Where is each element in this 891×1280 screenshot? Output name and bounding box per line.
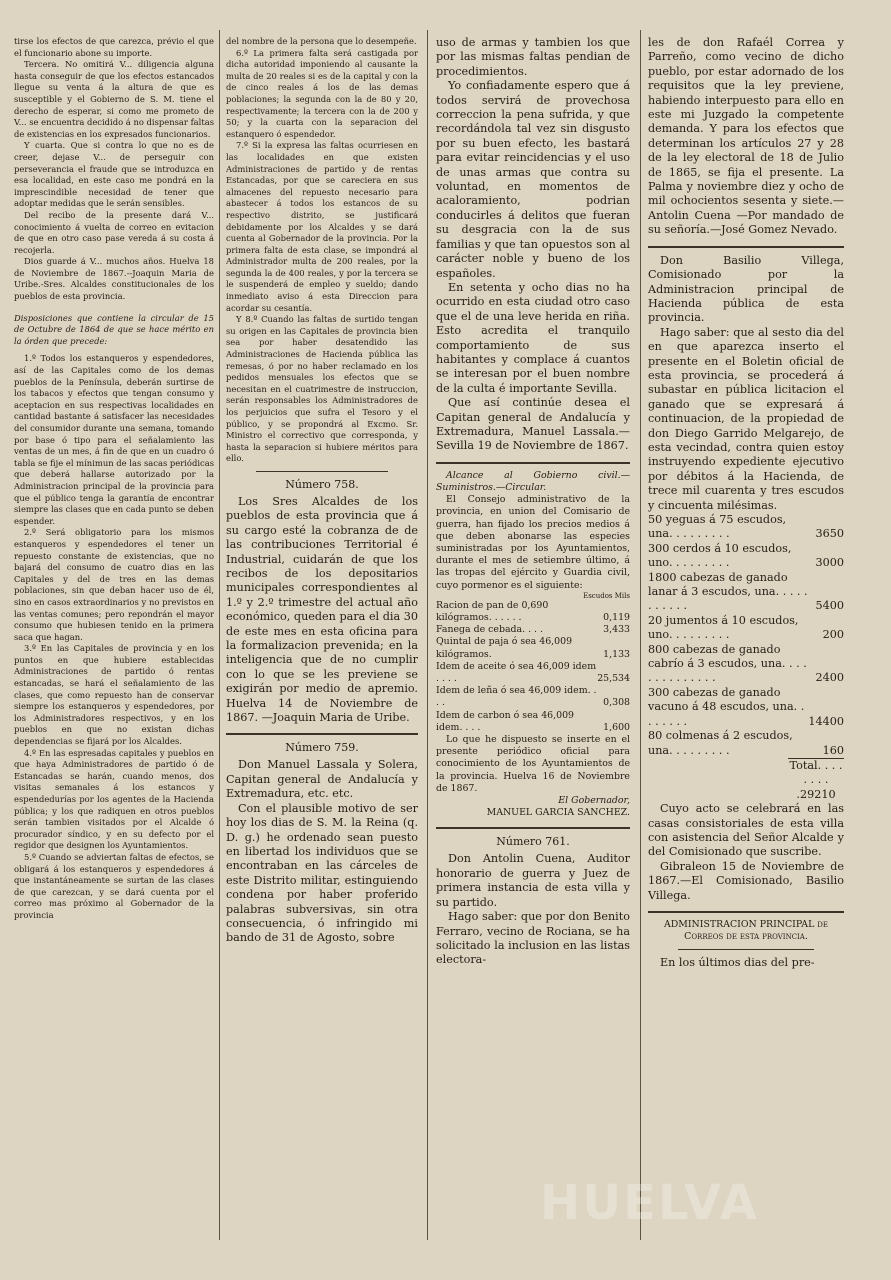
- divider: [648, 911, 844, 913]
- row-label: 50 yeguas á 75 escudos, una. . . . . . . . .: [648, 513, 787, 541]
- paragraph: Yo confiadamente espero que á todos servirá de provechosa correccion la pena sufrida, y que recordándola tal vez sin disgusto por su buen efecto, les bastará para evitar reincidencias y el uso de unas armas que contra su voluntad, en momentos de acaloramiento, podrian conducirles á delitos que fueran su desgracia con la de sus familias y que tan opuestos son al carácter noble y bueno de los españoles.: [436, 79, 630, 280]
- notice-body: Cuyo acto se celebrará en las casas consistoriales de esta villa con asistencia del Señor Alcalde y del Comisionado que suscribe.: [648, 802, 844, 859]
- table-row: [648, 614, 844, 643]
- notice-title: Alcance al Gobierno civil.—Suministros.—Circular.: [436, 469, 630, 493]
- column-1: [14, 36, 214, 922]
- signature-name: MANUEL GARCIA SANCHEZ.: [486, 807, 630, 819]
- notice-title: ADMINISTRACION PRINCIPAL de Correos de esta provincia.: [663, 918, 829, 943]
- column-divider: [640, 30, 641, 1240]
- notice-intro: Don Manuel Lassala y Solera, Capitan general de Andalucía y Extremadura, etc. etc.: [226, 758, 418, 801]
- article: 2.º Será obligatorio para los mismos estanqueros y espendedores el tener un repuesto constante de existencias, que no bajará del consumo de cuatro dias en las Capitales y del de tres en las demas poblaciones, sin que deban hacer uso de él, sino en casos extraordinarios y no previstos en las ventas comunes; pero repondrán el mayor consumo que hubiesen tenido en la primera saca que hagan.: [14, 527, 214, 642]
- table-row: [436, 636, 630, 660]
- paragraph: Que así continúe desea el Capitan general de Andalucía y Extremadura, Manuel Lassala.—Sevilla 19 de Noviembre de 1867.: [436, 396, 630, 453]
- row-label: 300 cerdos á 10 escudos, uno. . . . . . . . .: [648, 541, 792, 570]
- column-3: [436, 36, 630, 968]
- divider: [648, 246, 844, 248]
- notice-number: Número 761.: [496, 835, 570, 849]
- table-row: [648, 513, 844, 542]
- row-label: Idem de leña ó sea 46,009 idem. . . .: [436, 685, 597, 709]
- table-row: [436, 600, 630, 624]
- total: Total. . . . . . . . .29210: [789, 758, 843, 801]
- row-value: 2400: [815, 671, 844, 685]
- row-value: 0,119: [603, 612, 630, 624]
- column-4: [648, 36, 844, 971]
- table-row: [648, 571, 844, 614]
- article: 1.º Todos los estanqueros y espendedores, así de las Capitales como de los demas pueblos de la Península, deberán surtirse de los tabacos y efectos que tengan consumo y aceptacion en sus respectivas localidades en cantidad bastante á satisfacer las necesidades del consumidor durante una semana, tomando por base ó tipo para el señalamiento las ventas de un mes, á fin de que en un cuadro ó tabla se fije el mínimun de las sacas periódicas que deberá hallarse autorizado por la Administracion principal de la provincia para que el público tenga la garantía de encontrar siempre las clases que en cada punto se deben espender.: [14, 353, 214, 526]
- prices-table: [436, 600, 630, 734]
- paragraph: tirse los efectos de que carezca, prévio el que el funcionario abone su importe.: [14, 36, 214, 58]
- paragraph: Tercera. No omitirá V... diligencia alguna hasta conseguir de que los efectos estancados llegue su venta á la altura de que es susceptible y el Gobierno de S. M. tiene el derecho de esperar, si como me prometo de V... se encuentra decidido á no dispensar faltas de existencias en los expresados funcionarios.: [14, 59, 214, 139]
- divider: [256, 471, 388, 472]
- notice-intro: Don Antolin Cuena, Auditor honorario de guerra y Juez de primera instancia de esta villa y su partido.: [436, 852, 630, 909]
- table-row: [648, 643, 844, 686]
- table-header: Escudos Mils: [583, 591, 630, 600]
- divider: [226, 733, 418, 735]
- notice-body: En los últimos dias del pre-: [660, 956, 815, 970]
- notice-body: Con el plausible motivo de ser hoy los dias de S. M. la Reina (q. D. g.) he ordenado sean puesto en libertad los individuos que se encontraban en las cárceles de este Distrito militar, estinguiendo condena por haber proferido palabras subversivas, sin otra consecuencia, ó infringido mi bando de 31 de Agosto, sobre: [226, 801, 418, 945]
- row-value: 200: [822, 628, 844, 642]
- paragraph: En setenta y ocho dias no ha ocurrido en esta ciudad otro caso que el de una leve herida en riña. Esto acredita el tranquilo comportamiento de sus habitantes y complace á cuantos se interesan por el buen nombre de la culta é importante Sevilla.: [436, 280, 630, 395]
- table-row: [436, 710, 630, 734]
- row-value: 3650: [815, 527, 844, 541]
- column-divider: [427, 30, 428, 1240]
- notice-body: Los Sres Alcaldes de los pueblos de esta provincia que á su cargo esté la cobranza de de las contribuciones Territorial é Industrial, cuidarán de que los recibos de los depositarios municipales correspondientes al 1.º y 2.º trimestre del actual año económico, queden para el dia 30 de este mes en esta oficina para la formalizacion prevenida; en la inteligencia que de no cumplir con lo que se les previene se exigirán por medio de apremio. Huelva 14 de Noviembre de 1867. —Joaquin Maria de Uribe.: [226, 494, 418, 725]
- row-value: 0,308: [603, 697, 630, 709]
- paragraph: 6.º La primera falta será castigada por dicha autoridad imponiendo al causante la multa de 20 reales si es de la capital y con la de cinco reales á los de las demas poblaciones; la segunda con la de 80 y 20, respectivamente; la tercera con la de 200 y 50; y la cuarta con la separacion del estanquero ó espendedor.: [226, 47, 418, 139]
- notice-body: Gibraleon 15 de Noviembre de 1867.—El Comisionado, Basilio Villega.: [648, 859, 844, 902]
- article: 5.º Cuando se adviertan faltas de efectos, se obligará á los estanqueros y espendedores á que instantáneamente se surtan de las clases de que carezcan, y se dará cuenta por el correo mas próximo al Gobernador de la provincia: [14, 851, 214, 920]
- row-label: 1800 cabezas de ganado lanar á 3 escudos, una. . . . . . . . . . .: [648, 570, 808, 613]
- table-row: [648, 686, 844, 729]
- row-value: 25,534: [597, 673, 630, 685]
- row-label: Quintal de paja ó sea 46,009 kilógramos.: [436, 636, 573, 660]
- notice-body: Hago saber: que al sesto dia del en que aparezca inserto el presente en el Boletin oficial de esta provincia, se procederá á subastar en pública licitacion el ganado que se expresará á continuacion, de la propiedad de don Diego Garrido Melgarejo, de esta vecindad, contra quien estoy instruyendo expediente ejecutivo por débitos á la Hacienda, de trece mil cuarenta y tres escudos y cincuenta milésimas.: [648, 325, 844, 512]
- divider: [436, 462, 630, 464]
- table-row: [648, 729, 844, 758]
- row-label: Idem de aceite ó sea 46,009 idem . . . .: [436, 660, 597, 685]
- paragraph: Dios guarde á V... muchos años. Huelva 18 de Noviembre de 1867.--Joaquin Maria de Uribe.-Sres. Alcaldes constitucionales de los pueblos de esta provincia.: [14, 256, 214, 302]
- paragraph: Del recibo de la presente dará V... conocimiento á vuelta de correo en evitacion de que en otro caso pase vereda á su costa á recojerla.: [14, 209, 214, 255]
- notice-body: Lo que he dispuesto se inserte en el presente periódico oficial para conocimiento de los Ayuntamientos de la provincia. Huelva 16 de Noviembre de 1867.: [436, 734, 630, 794]
- notice-body: Hago saber: que por don Benito Ferraro, vecino de Rociana, se ha solicitado la inclusion en las listas electora-: [436, 910, 630, 967]
- watermark: HUELVA: [540, 1175, 759, 1231]
- row-value: 3000: [815, 556, 844, 570]
- column-2: [226, 36, 418, 946]
- row-value: 1,600: [603, 721, 630, 733]
- paragraph: Y cuarta. Que si contra lo que no es de creer, dejase V... de perseguir con perseverancia el fraude que se introduzca en esa localidad, en este caso me pondrá en la imprescindible necesidad de tener que adoptar medidas que le serán sensibles.: [14, 140, 214, 209]
- article: 4.º En las espresadas capitales y pueblos en que haya Administradores de partido ó de Estancadas se harán, cuando menos, dos visitas semanales á los estancos y espendedurías por los agentes de la Hacienda pública; y los que radiquen en otros pueblos serán tambien visitados por el Alcalde ó procurador síndico, y en su defecto por el regidor que designen los Ayuntamientos.: [14, 747, 214, 851]
- table-row: [436, 661, 630, 685]
- row-label: Idem de carbon ó sea 46,009 idem. . . .: [436, 709, 574, 733]
- paragraph: 7.º Si la expresa las faltas ocurriesen en las localidades en que existen Administraciones de partido y de rentas Estancadas, por que se careciera en sus almacenes del repuesto necesario para abastecer á todos los estancos de su respectivo distrito, se justificará debidamente por los Alcaldes y se dará cuenta al Gobernador de la provincia. Por la primera falta de esta clase, se impondrá al Administrador multa de 200 reales, por la segunda la de 400 reales, y por la tercera se le suspenderá de empleo y sueldo; dando inmediato aviso á esta Direccion para acordar su cesantía.: [226, 140, 418, 313]
- notice-intro: Don Basilio Villega, Comisionado por la Administracion principal de Hacienda pública de esta provincia.: [648, 253, 844, 325]
- column-divider: [219, 30, 220, 1240]
- row-value: 160: [822, 743, 844, 757]
- livestock-table: [648, 513, 844, 758]
- paragraph: del nombre de la persona que lo desempeñe.: [226, 36, 417, 46]
- row-value: 14400: [808, 714, 844, 728]
- row-value: 3,433: [603, 624, 630, 636]
- divider: [436, 827, 630, 829]
- notice-number: Número 758.: [285, 477, 359, 491]
- row-label: Fanega de cebada. . . .: [436, 624, 543, 636]
- paragraph: Y 8.º Cuando las faltas de surtido tengan su origen en las Capitales de provincia bien sea por haber desatendido las Administraciones de Hacienda pública las remesas, ó por no haber reclamado en los pedidos mensuales los efectos que se necesitan en el cuatrimestre de instruccion, serán responsables los Administradores de los perjuicios que sufra el Tesoro y el público, y se propondrá al Excmo. Sr. Ministro el correctivo que corresponda, y hasta la separacion si hubiere méritos para ello.: [226, 314, 418, 464]
- notice-number: Número 759.: [285, 741, 359, 755]
- row-label: 80 colmenas á 2 escudos, una. . . . . . . . .: [648, 729, 793, 757]
- article: 3.º En las Capitales de provincia y en los puntos en que hubiere establecidas Administraciones de partido ó rentas estancadas, se hará el señalamiento de las clases, que como repuesto han de conservar siempre los estanqueros y espendedores, por los Administradores respectivos, y en los pueblos en que no existan dichas dependencias se fijará por los Alcaldes.: [14, 643, 214, 747]
- table-row: [648, 542, 844, 571]
- paragraph: les de don Rafaél Correa y Parreño, como vecino de dicho pueblo, por estar adornado de los requisitos que la ley previene, habiendo interpuesto para ello en este mi Juzgado la competente demanda. Y para los efectos que determinan los artículos 27 y 28 de la ley electoral de 18 de Julio de 1865, se fija el presente. La Palma y noviembre diez y ocho de mil ochocientos sesenta y siete.—Antolin Cuena —Por mandado de su señoría.—José Gomez Nevado.: [648, 36, 844, 237]
- row-label: Racion de pan de 0,690 kilógramos. . . . . .: [436, 599, 549, 624]
- row-label: 300 cabezas de ganado vacuno á 48 escudos, una. . . . . . . .: [648, 685, 805, 728]
- divider: [678, 949, 814, 950]
- row-value: 5400: [815, 599, 844, 613]
- paragraph: uso de armas y tambien los que por las mismas faltas pendian de procedimientos.: [436, 36, 630, 78]
- table-row: [436, 685, 630, 709]
- signature-title: El Gobernador,: [558, 795, 630, 807]
- section-heading: Disposiciones que contiene la circular de 15 de Octubre de 1864 de que se hace mérito en la órden que precede:: [14, 312, 214, 346]
- row-value: 1,133: [603, 648, 630, 660]
- table-row: [436, 624, 630, 636]
- row-label: 800 cabezas de ganado cabrío á 3 escudos, una. . . . . . . . . . . . . .: [648, 642, 807, 685]
- notice-body: El Consejo administrativo de la provincia, en union del Comisario de guerra, han fijado los precios medios á que deben abonarse las especies suministradas por los Ayuntamientos, durante el mes de setiembre último, á las tropas del ejército y Guardia civil, cuyo pormenor es el siguiente:: [436, 494, 630, 591]
- row-label: 20 jumentos á 10 escudos, uno. . . . . . . . .: [648, 613, 799, 642]
